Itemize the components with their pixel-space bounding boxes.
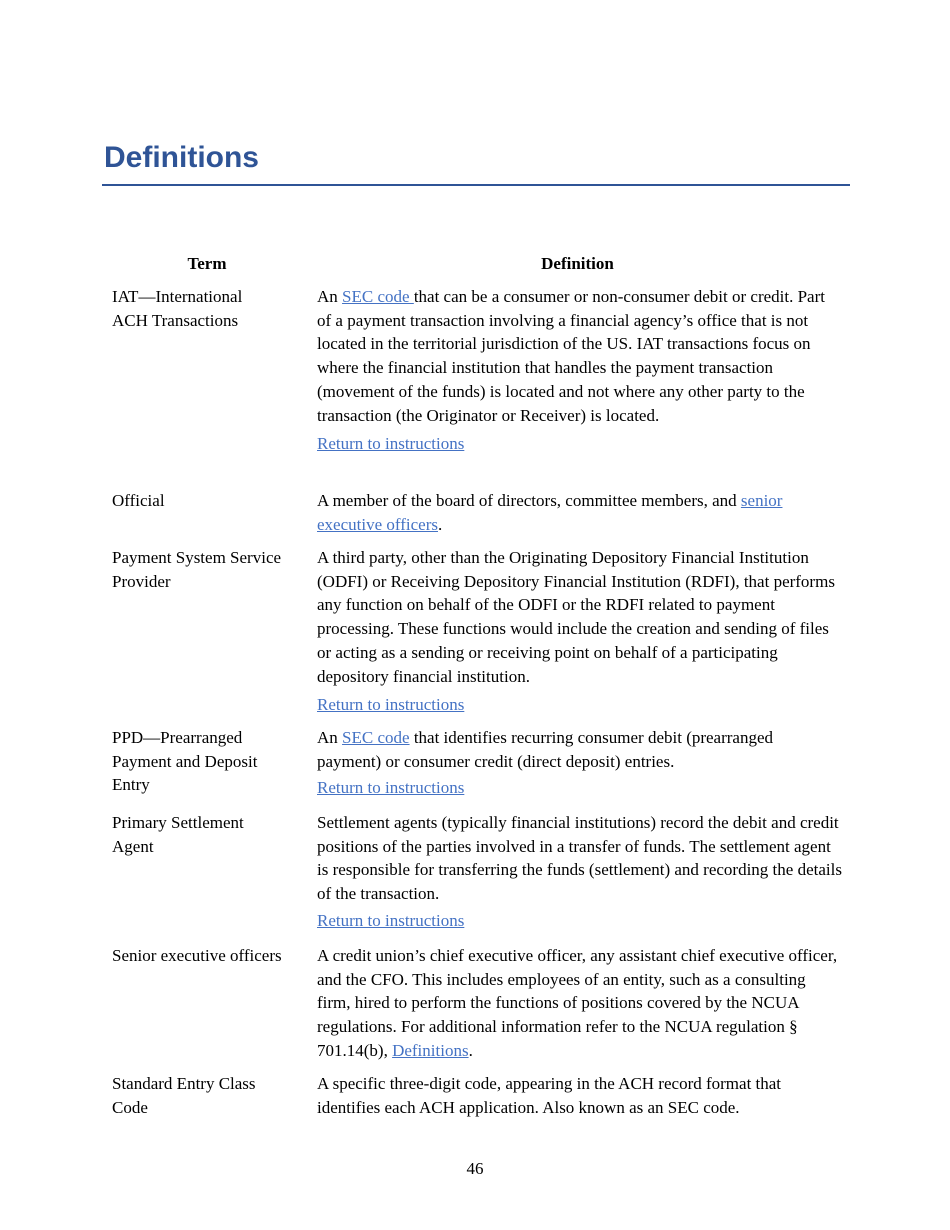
definition-text: that identifies recurring consumer debit (prearranged payment) or consumer credit (direct deposit) entries. — [317, 728, 774, 771]
definition-senior-executive-officers — [317, 944, 842, 1063]
term-official: Official — [112, 491, 165, 510]
definition-ppd — [317, 726, 832, 800]
term-iat-line1: IAT—International — [112, 287, 243, 306]
return-to-instructions-link[interactable]: Return to instructions — [317, 910, 465, 930]
return-to-instructions-link[interactable]: Return to instructions — [317, 778, 465, 798]
definition-text: A credit union’s chief executive officer, any assistant chief executive officer, and the CFO. This includes employees of an entity, such as a consulting firm, hired to perform the functions of positions covered by the NCUA regulations. For additional information refer to the NCUA regulation § 701.14(b), — [317, 946, 838, 1060]
definition-text: Settlement agents (typically financial institutions) record the debit and credit positions of the parties involved in a transfer of funds. The settlement agent is responsible for transferring the funds (settlement) and recording the details of the transaction. — [317, 813, 842, 904]
definition-text: A third party, other than the Originating Depository Financial Institution (ODFI) or Receiving Depository Financial Institution (RDFI), that performs any function on behalf of the ODFI or the RDFI related to payment processing. These functions would include the creation and sending of files or acting as a sending or receiving point on behalf of a participating depository financial institution. — [317, 548, 835, 686]
term-payment-system-service-provider: Payment System Service Provider — [112, 548, 282, 591]
term-senior-executive-officers: Senior executive officers — [112, 946, 282, 965]
definition-standard-entry-class-code: A specific three-digit code, appearing in the ACH record format that identifies each ACH application. Also known as an SEC code. — [317, 1074, 782, 1117]
sec-code-link[interactable]: SEC code — [342, 728, 410, 747]
definition-text: A member of the board of directors, committee members, and — [317, 491, 741, 510]
senior-executive-officers-link[interactable]: senior executive officers — [317, 491, 783, 534]
return-to-instructions-link[interactable]: Return to instructions — [317, 434, 465, 454]
definition-text: An — [317, 728, 343, 747]
term-standard-entry-class-code: Standard Entry Class Code — [112, 1074, 256, 1117]
definition-iat — [317, 285, 832, 456]
return-to-instructions-link[interactable]: Return to instructions — [317, 695, 465, 715]
term-iat-line2: ACH Transactions — [112, 310, 239, 330]
term-ppd: PPD—Prearranged Payment and Deposit Entry — [112, 728, 258, 795]
definition-primary-settlement-agent — [317, 811, 842, 933]
definition-official — [317, 489, 842, 536]
title-divider — [102, 184, 850, 186]
definition-text: An — [317, 287, 343, 306]
definition-text: . — [437, 514, 443, 534]
definition-payment-system-service-provider — [317, 546, 842, 717]
definition-text: that can be a consumer or non-consumer debit or credit. Part of a payment transaction involving a financial agency’s office that is not located in the territorial jurisdiction of the US. IAT transactions focus on where the financial institution that handles the payment transaction (movement of the funds) is located and not where any other party to the transaction (the Originator or Receiver) is located. — [317, 287, 825, 425]
term-primary-settlement-agent: Primary Settlement Agent — [112, 813, 244, 856]
column-header-definition: Definition — [541, 254, 614, 273]
page-title: Definitions — [104, 141, 259, 174]
definitions-link[interactable]: Definitions — [392, 1040, 469, 1060]
column-header-term: Term — [187, 254, 227, 273]
term-iat — [112, 285, 304, 332]
page-number: 46 — [466, 1159, 484, 1178]
sec-code-link[interactable]: SEC code — [342, 287, 414, 306]
definition-text: . — [468, 1040, 473, 1060]
